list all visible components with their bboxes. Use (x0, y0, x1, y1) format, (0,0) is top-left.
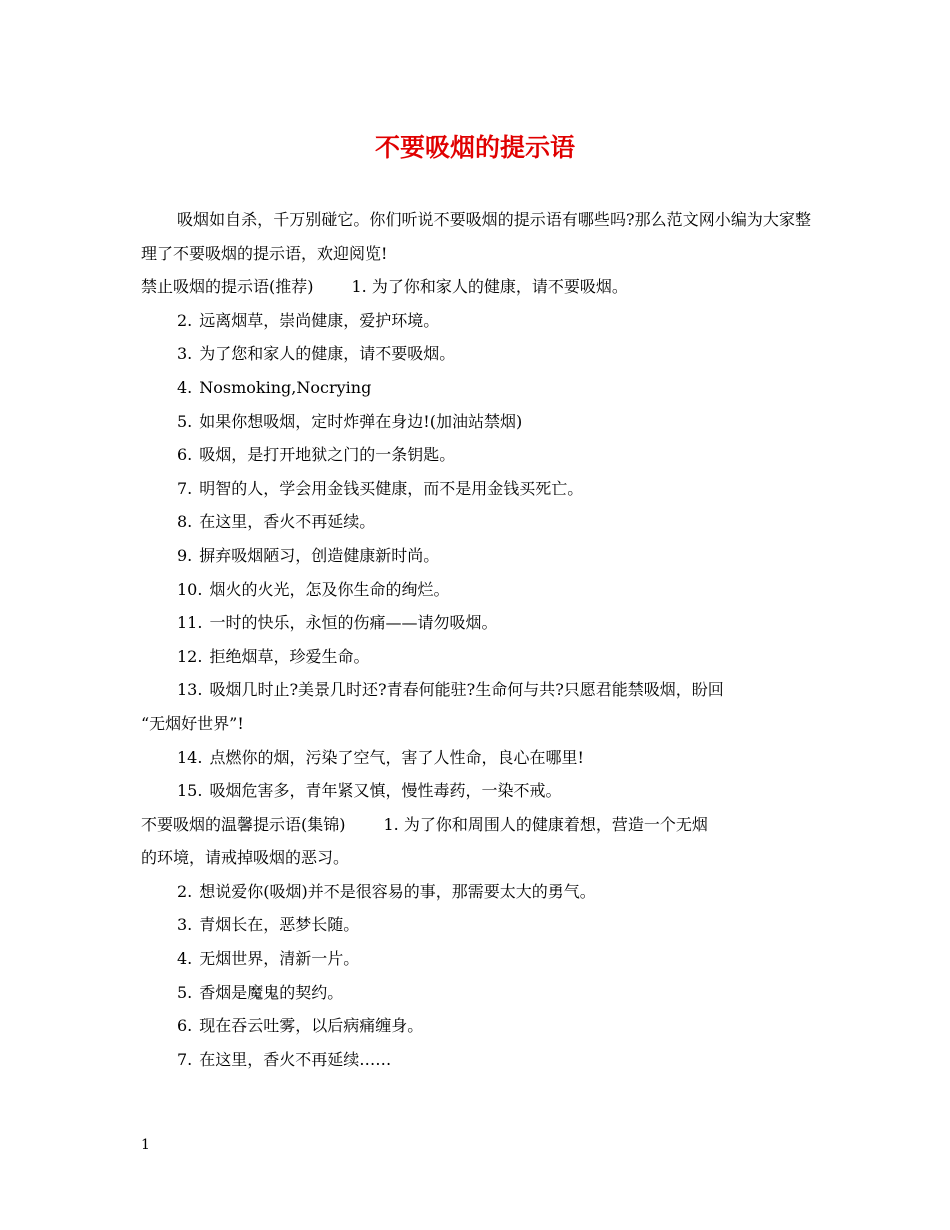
section-2-item-3 (141, 908, 811, 942)
item-number: 5. (177, 411, 193, 431)
section-1-item-8 (141, 505, 811, 539)
item-text: Nosmoking,Nocrying (199, 377, 372, 397)
section-1-item-5 (141, 405, 811, 439)
section-1-item-12 (141, 640, 811, 674)
section-1-item-11 (141, 606, 811, 640)
section-1-item-4 (141, 371, 811, 405)
item-text: 摒弃吸烟陋习，创造健康新时尚。 (199, 545, 440, 565)
intro-paragraph (141, 203, 811, 270)
item-number: 13. (177, 680, 203, 700)
item-number: 12. (177, 646, 203, 666)
section-1-item-10 (141, 573, 811, 607)
item-text: 吸烟几时止?美景几时还?青春何能驻?生命何与共?只愿君能禁吸烟，盼回 (209, 680, 724, 700)
section-1-item-13 (141, 673, 811, 707)
item-text: 为了你和家人的健康，请不要吸烟。 (371, 277, 628, 297)
item-number: 9. (177, 545, 193, 565)
section-2-item-2 (141, 875, 811, 909)
item-number: 2. (177, 310, 193, 330)
section-1-item-3 (141, 337, 811, 371)
page-title: 不要吸烟的提示语 (374, 133, 575, 162)
item-text: 明智的人，学会用金钱买健康，而不是用金钱买死亡。 (199, 478, 584, 498)
section-2-item-6 (141, 1009, 811, 1043)
item-text: 在这里，香火不再延续。 (199, 512, 376, 532)
item-number: 4. (177, 949, 193, 969)
item-number: 3. (177, 344, 193, 364)
section-1-item-2 (141, 304, 811, 338)
item-number: 4. (177, 377, 193, 397)
section-1-list (141, 304, 811, 674)
section-1-item-7 (141, 472, 811, 506)
page-number: 1 (141, 1137, 150, 1153)
item-text: 远离烟草，崇尚健康，爱护环境。 (199, 310, 440, 330)
item-number: 8. (177, 512, 193, 532)
item-number: 1. (383, 814, 399, 834)
section-2-item-7 (141, 1043, 811, 1077)
section-1-item-6 (141, 438, 811, 472)
section-1-item-9 (141, 539, 811, 573)
intro-text-1: 吸烟如自杀，千万别碰它。你们听说不要吸烟的提示语有哪些吗?那么范文网 (177, 210, 715, 229)
item-text: 烟火的火光，怎及你生命的绚烂。 (209, 579, 450, 599)
item-number: 1. (351, 277, 367, 297)
section-2-item-1-continued: 的环境，请戒掉吸烟的恶习。 (141, 848, 350, 868)
section-1-item-13-continued: “无烟好世界”! (141, 713, 244, 733)
item-text: 吸烟，是打开地狱之门的一条钥匙。 (199, 445, 456, 465)
item-text: 现在吞云吐雾，以后病痛缠身。 (199, 1016, 424, 1036)
section-2-item-1 (384, 815, 708, 834)
item-number: 14. (177, 747, 203, 767)
item-number: 7. (177, 478, 193, 498)
intro-text-2: 小编为大家整理了不要吸烟的提示语，欢迎阅览! (141, 210, 811, 263)
item-number: 5. (177, 982, 193, 1002)
item-text: 点燃你的烟，污染了空气，害了人性命，良心在哪里! (209, 747, 584, 767)
item-text: 香烟是魔鬼的契约。 (199, 982, 344, 1002)
section-heading-1-label: 禁止吸烟的提示语(推荐) (141, 277, 314, 297)
section-2-item-5 (141, 976, 811, 1010)
section-1-item-14 (141, 741, 811, 775)
section-heading-2-label: 不要吸烟的温馨提示语(集锦) (141, 814, 346, 834)
section-heading-1 (141, 270, 811, 304)
item-text: 想说爱你(吸烟)并不是很容易的事，那需要太大的勇气。 (199, 881, 596, 901)
item-number: 6. (177, 1016, 193, 1036)
section-2-item-4 (141, 942, 811, 976)
item-number: 11. (177, 613, 203, 633)
item-number: 6. (177, 445, 193, 465)
item-text: 一时的快乐，永恒的伤痛——请勿吸烟。 (209, 613, 498, 633)
section-1-list-after (141, 741, 811, 808)
section-1-item-1 (352, 277, 628, 296)
item-number: 3. (177, 915, 193, 935)
item-number: 10. (177, 579, 203, 599)
item-text: 如果你想吸烟，定时炸弹在身边!(加油站禁烟) (199, 411, 523, 431)
item-text: 无烟世界，清新一片。 (199, 949, 360, 969)
item-number: 2. (177, 881, 193, 901)
item-number: 7. (177, 1049, 193, 1069)
item-number: 15. (177, 781, 203, 801)
item-text: 在这里，香火不再延续…… (199, 1049, 392, 1069)
item-text: 为了你和周围人的健康着想，营造一个无烟 (403, 814, 708, 834)
item-text: 吸烟危害多，青年紧又慎，慢性毒药，一染不戒。 (209, 781, 562, 801)
section-2-list (141, 875, 811, 1077)
section-heading-2 (141, 808, 811, 842)
section-1-item-15 (141, 774, 811, 808)
item-text: 为了您和家人的健康，请不要吸烟。 (199, 344, 456, 364)
document-body (141, 203, 811, 1076)
item-text: 拒绝烟草，珍爱生命。 (209, 646, 370, 666)
item-text: 青烟长在，恶梦长随。 (199, 915, 360, 935)
